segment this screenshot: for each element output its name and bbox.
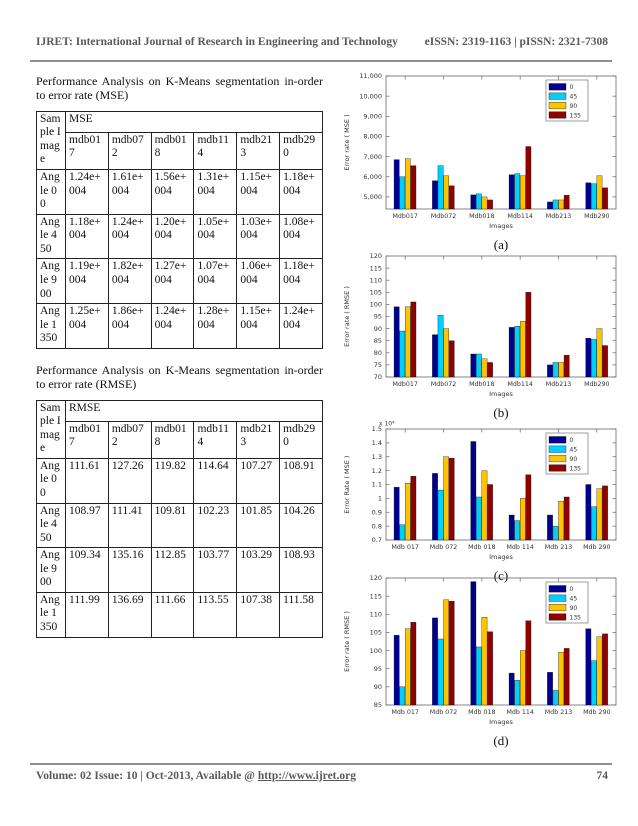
x-tick-label: Mdb072 <box>430 213 457 220</box>
x-tick-label: Mdb 213 <box>544 544 573 551</box>
y-tick-label: 85 <box>373 701 382 710</box>
y-axis-label: Error rate ( RMSE ) <box>343 611 351 672</box>
bar-series-45 <box>591 184 596 209</box>
legend-label: 45 <box>569 93 578 101</box>
bar-series-0 <box>509 175 514 209</box>
axis-exponent-label: x 10⁴ <box>379 420 395 428</box>
column-header: mdb114 <box>194 132 237 169</box>
bar-series-0 <box>547 672 552 705</box>
page-footer <box>36 770 608 782</box>
table-cell: 104.26 <box>280 503 323 548</box>
y-tick-label: 105 <box>369 628 382 637</box>
bar-series-135 <box>411 166 416 209</box>
bar-series-45 <box>553 362 558 377</box>
chart-c <box>336 417 632 583</box>
bar-series-45 <box>515 680 520 705</box>
table-row <box>37 259 323 304</box>
mse-table <box>36 111 323 349</box>
x-tick-label: Mdb 213 <box>544 709 573 716</box>
column-header: mdb114 <box>194 421 237 458</box>
legend-swatch <box>549 455 566 462</box>
bar-series-90 <box>559 652 564 705</box>
y-tick-label: 90 <box>373 683 382 692</box>
legend-label: 135 <box>569 465 581 473</box>
bar-series-90 <box>559 200 564 209</box>
table-cell: 111.61 <box>66 458 109 503</box>
column-header: mdb018 <box>151 421 194 458</box>
y-tick-label: 6,000 <box>363 172 382 181</box>
bar-series-0 <box>394 307 399 377</box>
bar-series-135 <box>411 302 416 377</box>
bar-series-0 <box>547 365 552 377</box>
chart-d <box>336 566 632 748</box>
bar-chart-svg <box>336 244 632 401</box>
column-header: mdb017 <box>66 421 109 458</box>
bar-series-0 <box>394 635 399 705</box>
bar-series-90 <box>559 501 564 540</box>
bar-series-90 <box>597 637 602 705</box>
bar-series-45 <box>438 315 443 377</box>
row-label: Angle 1350 <box>37 592 66 637</box>
bar-chart-svg <box>336 64 632 233</box>
bar-series-0 <box>471 195 476 209</box>
bar-chart-svg <box>336 566 632 729</box>
bar-series-45 <box>515 326 520 377</box>
legend-swatch <box>549 586 566 593</box>
table-cell: 1.20e+004 <box>151 214 194 259</box>
left-column <box>36 74 323 652</box>
table-cell: 1.03e+004 <box>237 214 280 259</box>
y-tick-label: 95 <box>373 312 382 321</box>
table-cell: 1.07e+004 <box>194 259 237 304</box>
table-caption-rmse: Performance Analysis on K-Means segmentation in-order to error rate (RMSE) <box>36 362 323 392</box>
x-tick-label: Mdb 072 <box>429 709 458 716</box>
bar-series-135 <box>449 341 454 377</box>
y-tick-label: 95 <box>373 664 382 673</box>
x-tick-label: Mdb 018 <box>468 544 496 551</box>
chart-d-plot <box>336 566 632 734</box>
y-tick-label: 1.1 <box>371 480 382 489</box>
bar-series-135 <box>602 634 607 705</box>
footer-citation: Volume: 02 Issue: 10 | Oct-2013, Available @ http://www.ijret.org <box>36 770 356 782</box>
row-label: Angle 1350 <box>37 304 66 349</box>
table-cell: 109.34 <box>66 548 109 593</box>
y-tick-label: 120 <box>369 252 382 261</box>
legend-swatch <box>549 614 566 621</box>
x-tick-label: Mdb072 <box>430 381 457 388</box>
bar-series-0 <box>432 181 437 209</box>
x-tick-label: Mdb213 <box>545 213 572 220</box>
column-header: mdb213 <box>237 421 280 458</box>
x-tick-label: Mdb 290 <box>583 709 611 716</box>
table-row <box>37 592 323 637</box>
y-tick-label: 100 <box>369 300 382 309</box>
table-cell: 111.99 <box>66 592 109 637</box>
table-cell: 1.24e+004 <box>108 214 151 259</box>
bar-series-135 <box>487 200 492 209</box>
bar-series-45 <box>400 687 405 705</box>
chart-b-plot <box>336 244 632 406</box>
bar-series-0 <box>432 335 437 377</box>
group-header: RMSE <box>66 400 323 421</box>
bar-series-45 <box>438 490 443 540</box>
bar-series-0 <box>471 582 476 705</box>
bar-series-135 <box>487 362 492 377</box>
y-tick-label: 105 <box>369 288 382 297</box>
row-label: Angle 00 <box>37 458 66 503</box>
bar-series-45 <box>591 661 596 705</box>
y-tick-label: 1 <box>377 494 382 503</box>
bar-series-135 <box>449 186 454 209</box>
y-tick-label: 115 <box>369 264 382 273</box>
plot-border <box>386 256 616 377</box>
column-header: mdb290 <box>280 132 323 169</box>
table-cell: 1.86e+004 <box>108 304 151 349</box>
bar-series-0 <box>586 338 591 377</box>
table-cell: 113.55 <box>194 592 237 637</box>
x-tick-label: Mdb018 <box>469 381 495 388</box>
table-cell: 111.58 <box>280 592 323 637</box>
bar-series-135 <box>411 476 416 540</box>
table-cell: 103.77 <box>194 548 237 593</box>
table-cell: 1.18e+004 <box>66 214 109 259</box>
rmse-table <box>36 400 323 638</box>
bar-series-90 <box>444 176 449 209</box>
bar-series-0 <box>432 618 437 705</box>
table-cell: 1.06e+004 <box>237 259 280 304</box>
bar-series-135 <box>449 458 454 540</box>
bar-series-135 <box>411 622 416 705</box>
bar-series-135 <box>602 346 607 377</box>
bar-series-90 <box>482 471 487 540</box>
y-tick-label: 5,000 <box>363 193 382 202</box>
column-header: mdb017 <box>66 132 109 169</box>
chart-d-caption: (d) <box>493 733 509 748</box>
legend-label: 90 <box>569 604 578 612</box>
table-row <box>37 458 323 503</box>
bar-series-90 <box>405 159 410 209</box>
legend-swatch <box>549 446 566 453</box>
column-header: mdb072 <box>108 132 151 169</box>
bar-series-45 <box>400 177 405 209</box>
corner-header: Sample Image <box>37 111 66 169</box>
y-tick-label: 1.5 <box>371 425 382 434</box>
table-cell: 107.27 <box>237 458 280 503</box>
table-cell: 1.24e+004 <box>151 304 194 349</box>
footer-rule <box>30 763 612 765</box>
table-cell: 1.25e+004 <box>66 304 109 349</box>
y-tick-label: 100 <box>369 646 382 655</box>
x-tick-label: Mdb 072 <box>429 544 458 551</box>
table-cell: 1.31e+004 <box>194 170 237 215</box>
bar-series-0 <box>547 515 552 540</box>
legend-swatch <box>549 93 566 100</box>
table-cell: 1.18e+004 <box>280 170 323 215</box>
journal-url-link[interactable]: http://www.ijret.org <box>257 770 356 782</box>
bar-series-45 <box>476 194 481 209</box>
table-cell: 1.24e+004 <box>66 170 109 215</box>
row-label: Angle 00 <box>37 170 66 215</box>
bar-series-90 <box>520 498 525 540</box>
table-cell: 101.85 <box>237 503 280 548</box>
chart-c-caption: (c) <box>493 568 509 583</box>
table-cell: 1.28e+004 <box>194 304 237 349</box>
legend-label: 90 <box>569 455 578 463</box>
table-cell: 102.23 <box>194 503 237 548</box>
bar-series-90 <box>559 362 564 377</box>
journal-title: IJRET: International Journal of Research in Engineering and Technology <box>36 36 398 48</box>
bar-series-90 <box>482 359 487 377</box>
bar-series-90 <box>520 651 525 705</box>
bar-series-0 <box>586 183 591 209</box>
y-tick-label: 110 <box>369 276 382 285</box>
y-axis-label: Error rate ( RMSE ) <box>343 286 351 347</box>
legend-swatch <box>549 84 566 91</box>
bar-series-90 <box>482 617 487 705</box>
page-header <box>36 36 608 48</box>
x-axis-label: Images <box>489 553 513 561</box>
bar-series-0 <box>432 473 437 540</box>
y-tick-label: 75 <box>373 361 382 370</box>
table-caption-mse: Performance Analysis on K-Means segmentation in-order to error rate (MSE) <box>36 74 323 103</box>
y-tick-label: 11,000 <box>359 72 382 81</box>
x-tick-label: Mdb 018 <box>468 709 496 716</box>
bar-series-0 <box>394 487 399 540</box>
bar-series-45 <box>553 200 558 209</box>
x-axis-label: Images <box>489 390 513 398</box>
y-tick-label: 115 <box>369 592 382 601</box>
column-header: mdb072 <box>108 421 151 458</box>
y-tick-label: 80 <box>373 349 382 357</box>
table-cell: 109.81 <box>151 503 194 548</box>
bar-series-45 <box>476 497 481 540</box>
header-rule <box>30 60 612 62</box>
bar-series-0 <box>471 354 476 377</box>
y-tick-label: 1.2 <box>371 466 382 475</box>
legend-swatch <box>549 604 566 611</box>
bar-series-135 <box>602 188 607 209</box>
table-cell: 119.82 <box>151 458 194 503</box>
bar-series-45 <box>515 521 520 540</box>
bar-series-90 <box>405 629 410 705</box>
y-tick-label: 0.8 <box>371 522 382 531</box>
x-tick-label: Mdb017 <box>392 381 418 388</box>
y-tick-label: 1.3 <box>371 452 382 461</box>
table-cell: 114.64 <box>194 458 237 503</box>
legend-label: 0 <box>569 437 574 445</box>
y-tick-label: 10,000 <box>359 92 382 101</box>
page-number: 74 <box>596 770 608 782</box>
bar-series-90 <box>597 176 602 209</box>
bar-series-135 <box>449 601 454 705</box>
chart-a-plot <box>336 64 632 238</box>
bar-series-135 <box>526 292 531 377</box>
legend-label: 90 <box>569 102 578 110</box>
legend-swatch <box>549 112 566 119</box>
table-cell: 111.66 <box>151 592 194 637</box>
bar-series-90 <box>520 321 525 377</box>
group-header: MSE <box>66 111 323 132</box>
chart-a <box>336 64 632 252</box>
y-tick-label: 9,000 <box>363 112 382 121</box>
bar-series-45 <box>400 331 405 377</box>
chart-b <box>336 244 632 420</box>
legend-label: 45 <box>569 446 578 454</box>
bar-series-0 <box>471 441 476 540</box>
bar-series-45 <box>476 647 481 705</box>
table-cell: 107.38 <box>237 592 280 637</box>
y-tick-label: 7,000 <box>363 152 382 161</box>
legend-label: 135 <box>569 614 581 622</box>
bar-series-135 <box>526 621 531 705</box>
x-tick-label: Mdb213 <box>545 381 572 388</box>
table-row <box>37 170 323 215</box>
bar-series-90 <box>520 176 525 209</box>
y-axis-label: Error Rate ( MSE ) <box>343 455 351 514</box>
row-label: Angle 450 <box>37 503 66 548</box>
y-axis-label: Error rate ( MSE ) <box>343 114 351 171</box>
x-axis-label: Images <box>489 222 513 230</box>
column-header: mdb290 <box>280 421 323 458</box>
table-cell: 1.18e+004 <box>280 259 323 304</box>
bar-series-135 <box>487 632 492 705</box>
y-tick-label: 8,000 <box>363 132 382 141</box>
bar-series-45 <box>591 507 596 540</box>
y-tick-label: 90 <box>373 324 382 333</box>
legend-label: 135 <box>569 112 581 120</box>
bar-series-135 <box>564 497 569 540</box>
table-cell: 136.69 <box>108 592 151 637</box>
x-tick-label: Mdb114 <box>507 213 533 220</box>
x-tick-label: Mdb 114 <box>506 544 534 551</box>
bar-series-45 <box>400 525 405 540</box>
bar-series-90 <box>405 483 410 540</box>
bar-series-45 <box>515 174 520 209</box>
table-cell: 1.15e+004 <box>237 304 280 349</box>
bar-series-90 <box>444 329 449 377</box>
table-cell: 1.05e+004 <box>194 214 237 259</box>
table-cell: 111.41 <box>108 503 151 548</box>
row-label: Angle 900 <box>37 259 66 304</box>
legend-swatch <box>549 437 566 444</box>
table-cell: 108.91 <box>280 458 323 503</box>
corner-header: Sample Image <box>37 400 66 458</box>
bar-series-90 <box>482 197 487 209</box>
bar-series-90 <box>444 457 449 540</box>
x-tick-label: Mdb 290 <box>583 544 611 551</box>
y-tick-label: 120 <box>369 574 382 583</box>
table-cell: 1.27e+004 <box>151 259 194 304</box>
table-cell: 1.56e+004 <box>151 170 194 215</box>
bar-series-0 <box>509 515 514 540</box>
legend-swatch <box>549 595 566 602</box>
table-cell: 1.15e+004 <box>237 170 280 215</box>
bar-series-135 <box>564 648 569 705</box>
bar-series-0 <box>547 202 552 209</box>
x-tick-label: Mdb017 <box>392 213 418 220</box>
x-tick-label: Mdb114 <box>507 381 533 388</box>
x-tick-label: Mdb 114 <box>506 709 534 716</box>
bar-series-0 <box>394 160 399 209</box>
table-cell: 108.97 <box>66 503 109 548</box>
column-header: mdb018 <box>151 132 194 169</box>
table-row <box>37 503 323 548</box>
bar-series-0 <box>586 485 591 541</box>
legend-label: 0 <box>569 586 574 594</box>
x-axis-label: Images <box>489 718 513 726</box>
bar-series-135 <box>526 475 531 540</box>
bar-series-45 <box>438 166 443 209</box>
y-tick-label: 0.7 <box>371 536 382 545</box>
y-tick-label: 70 <box>373 373 382 382</box>
x-tick-label: Mdb290 <box>584 381 610 388</box>
table-cell: 1.08e+004 <box>280 214 323 259</box>
y-tick-label: 0.9 <box>371 508 382 517</box>
issn-text: eISSN: 2319-1163 | pISSN: 2321-7308 <box>424 36 608 48</box>
table-row <box>37 304 323 349</box>
x-tick-label: Mdb 017 <box>391 544 419 551</box>
bar-series-135 <box>526 147 531 209</box>
table-cell: 1.19e+004 <box>66 259 109 304</box>
bar-series-135 <box>487 485 492 541</box>
bar-series-0 <box>509 673 514 705</box>
chart-b-caption: (b) <box>493 405 509 420</box>
table-cell: 127.26 <box>108 458 151 503</box>
bar-series-0 <box>586 629 591 705</box>
y-tick-label: 1.4 <box>371 439 382 448</box>
y-tick-label: 85 <box>373 336 382 345</box>
legend-swatch <box>549 465 566 472</box>
x-tick-label: Mdb 017 <box>391 709 419 716</box>
table-cell: 1.61e+004 <box>108 170 151 215</box>
column-header: mdb213 <box>237 132 280 169</box>
table-cell: 1.24e+004 <box>280 304 323 349</box>
legend-swatch <box>549 102 566 109</box>
bar-series-0 <box>509 327 514 377</box>
bar-series-135 <box>564 355 569 377</box>
bar-series-90 <box>597 489 602 540</box>
bar-series-90 <box>444 600 449 705</box>
bar-series-135 <box>564 195 569 209</box>
bar-series-90 <box>405 307 410 377</box>
x-tick-label: Mdb290 <box>584 213 610 220</box>
x-tick-label: Mdb018 <box>469 213 495 220</box>
table-row <box>37 214 323 259</box>
bar-chart-svg <box>336 417 632 564</box>
legend-label: 0 <box>569 84 574 92</box>
table-row <box>37 548 323 593</box>
row-label: Angle 450 <box>37 214 66 259</box>
bar-series-45 <box>591 339 596 377</box>
bar-series-45 <box>553 526 558 540</box>
y-tick-label: 110 <box>369 610 382 619</box>
bar-series-45 <box>476 354 481 377</box>
bar-series-135 <box>602 486 607 540</box>
table-cell: 108.93 <box>280 548 323 593</box>
legend-label: 45 <box>569 595 578 603</box>
bar-series-45 <box>553 690 558 705</box>
chart-c-plot <box>336 417 632 569</box>
row-label: Angle 900 <box>37 548 66 593</box>
table-cell: 112.85 <box>151 548 194 593</box>
table-cell: 135.16 <box>108 548 151 593</box>
bar-series-90 <box>597 329 602 377</box>
bar-series-45 <box>438 639 443 705</box>
table-cell: 1.82e+004 <box>108 259 151 304</box>
chart-a-caption: (a) <box>493 237 509 252</box>
table-cell: 103.29 <box>237 548 280 593</box>
